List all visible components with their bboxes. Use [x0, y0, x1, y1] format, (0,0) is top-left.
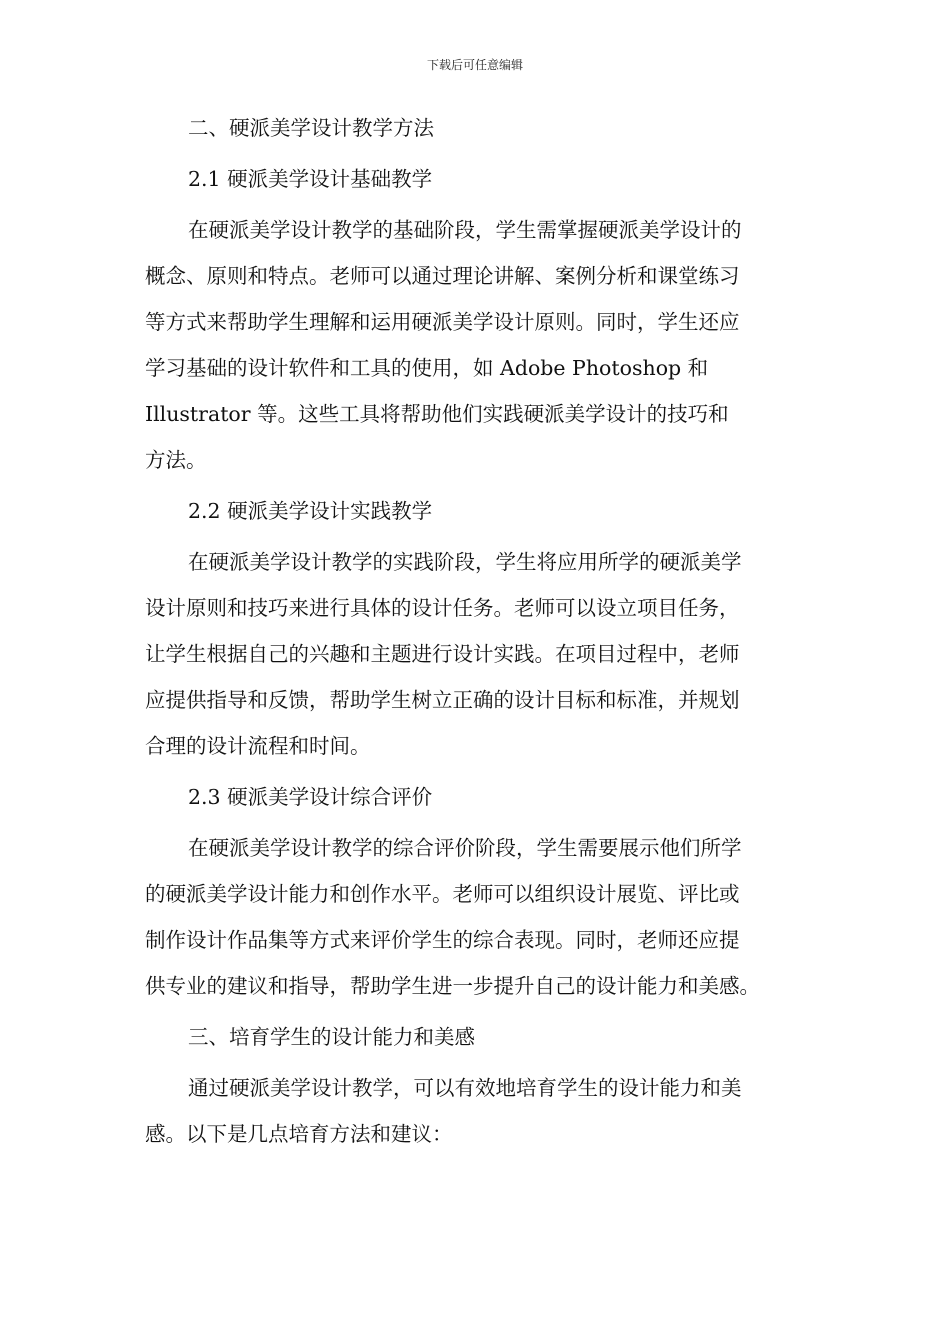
document-body — [145, 105, 805, 1157]
section-heading — [145, 1014, 805, 1060]
subsection-heading — [145, 156, 805, 202]
paragraph-line: 概念、原则和特点。老师可以通过理论讲解、案例分析和课堂练习 — [145, 264, 740, 288]
paragraph — [145, 539, 805, 769]
paragraph — [145, 1065, 805, 1157]
paragraph-line: 让学生根据自己的兴趣和主题进行设计实践。在项目过程中，老师 — [145, 642, 740, 666]
paragraph — [145, 825, 805, 1009]
heading-line: 2.2 硬派美学设计实践教学 — [188, 499, 433, 523]
paragraph-line: 通过硬派美学设计教学，可以有效地培育学生的设计能力和美 — [188, 1076, 742, 1100]
paragraph-line: 在硬派美学设计教学的基础阶段，学生需掌握硬派美学设计的 — [188, 218, 742, 242]
paragraph-line: 合理的设计流程和时间。 — [145, 734, 371, 758]
paragraph-line: 设计原则和技巧来进行具体的设计任务。老师可以设立项目任务， — [145, 596, 740, 620]
paragraph-line: 等方式来帮助学生理解和运用硬派美学设计原则。同时，学生还应 — [145, 310, 740, 334]
paragraph-line: 在硬派美学设计教学的实践阶段，学生将应用所学的硬派美学 — [188, 550, 742, 574]
paragraph-line: 应提供指导和反馈，帮助学生树立正确的设计目标和标准，并规划 — [145, 688, 740, 712]
paragraph-line: 在硬派美学设计教学的综合评价阶段，学生需要展示他们所学 — [188, 836, 742, 860]
subsection-heading — [145, 488, 805, 534]
paragraph — [145, 207, 805, 483]
subsection-heading — [145, 774, 805, 820]
heading-line: 2.1 硬派美学设计基础教学 — [188, 167, 433, 191]
heading-line: 二、硬派美学设计教学方法 — [188, 116, 434, 140]
header-text: 下载后可任意编辑 — [426, 58, 523, 72]
section-heading — [145, 105, 805, 151]
paragraph-line: 的硬派美学设计能力和创作水平。老师可以组织设计展览、评比或 — [145, 882, 740, 906]
heading-line: 三、培育学生的设计能力和美感 — [188, 1025, 475, 1049]
paragraph-line: 供专业的建议和指导，帮助学生进一步提升自己的设计能力和美感。 — [145, 974, 760, 998]
paragraph-line: 方法。 — [145, 448, 207, 472]
paragraph-line: 学习基础的设计软件和工具的使用，如 Adobe Photoshop 和 — [145, 356, 709, 380]
page-header — [0, 57, 950, 73]
paragraph-line: Illustrator 等。这些工具将帮助他们实践硬派美学设计的技巧和 — [145, 402, 729, 426]
paragraph-line: 感。以下是几点培育方法和建议： — [145, 1122, 453, 1146]
heading-line: 2.3 硬派美学设计综合评价 — [188, 785, 433, 809]
paragraph-line: 制作设计作品集等方式来评价学生的综合表现。同时，老师还应提 — [145, 928, 740, 952]
